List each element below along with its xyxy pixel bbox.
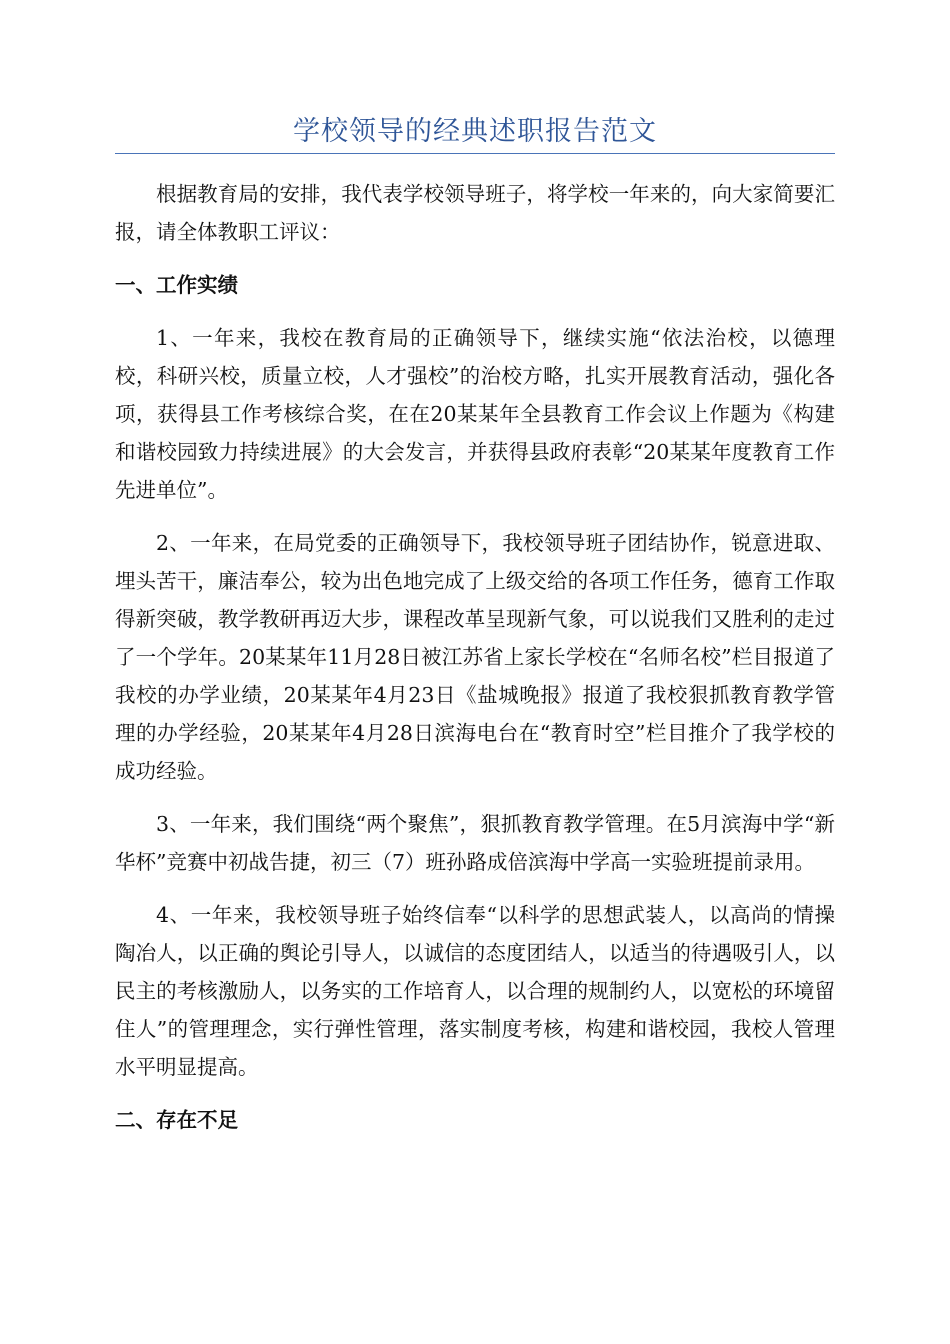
achievement-paragraph-1: 1、一年来，我校在教育局的正确领导下，继续实施“依法治校，以德理校，科研兴校，质量立校，人才强校”的治校方略，扎实开展教育活动，强化各项，获得县工作考核综合奖，在在20某某年全县教育工作会议上作题为《构建和谐校园致力持续进展》的大会发言，并获得县政府表彰“20某某年度教育工作先进单位”。: [115, 326, 835, 502]
achievement-paragraph-3: 3、一年来，我们围绕“两个聚焦”，狠抓教育教学管理。在5月滨海中学“新华杯”竞赛中初战告捷，初三（7）班孙路成倍滨海中学高一实验班提前录用。: [115, 812, 835, 874]
document-body: [115, 175, 835, 1154]
intro-paragraph: 根据教育局的安排，我代表学校领导班子，将学校一年来的，向大家简要汇报，请全体教职工评议：: [115, 182, 835, 244]
document-title: 学校领导的经典述职报告范文: [293, 116, 657, 147]
title-divider: [115, 153, 835, 154]
section-heading-achievements: 一、工作实绩: [115, 273, 238, 297]
achievement-paragraph-4: 4、一年来，我校领导班子始终信奉“以科学的思想武装人，以高尚的情操陶冶人，以正确的舆论引导人，以诚信的态度团结人，以适当的待遇吸引人，以民主的考核激励人，以务实的工作培育人，以合理的规制约人，以宽松的环境留住人”的管理理念，实行弹性管理，落实制度考核，构建和谐校园，我校人管理水平明显提高。: [115, 903, 835, 1079]
achievement-paragraph-2: 2、一年来，在局党委的正确领导下，我校领导班子团结协作，锐意进取、埋头苦干，廉洁奉公，较为出色地完成了上级交给的各项工作任务，德育工作取得新突破，教学教研再迈大步，课程改革呈现新气象，可以说我们又胜利的走过了一个学年。20某某年11月28日被江苏省上家长学校在“名师名校”栏目报道了我校的办学业绩，20某某年4月23日《盐城晚报》报道了我校狠抓教育教学管理的办学经验，20某某年4月28日滨海电台在“教育时空”栏目推介了我学校的成功经验。: [115, 531, 835, 783]
section-heading-shortcomings: 二、存在不足: [115, 1108, 238, 1132]
